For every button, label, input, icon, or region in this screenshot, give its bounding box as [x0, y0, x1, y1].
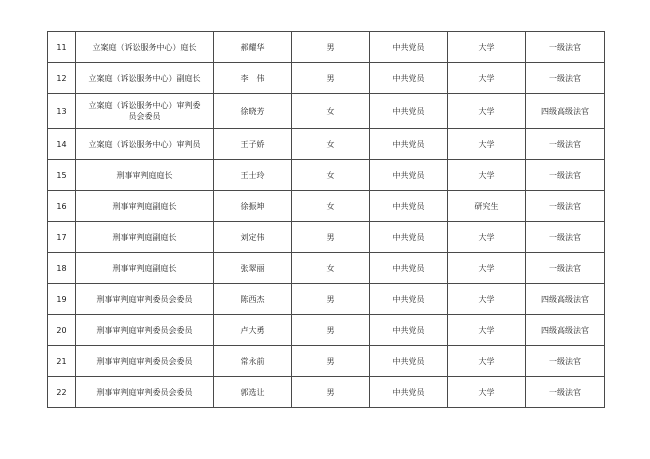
rank-cell: 一级法官: [526, 129, 605, 160]
position-cell: 刑事审判庭副庭长: [76, 191, 214, 222]
education-cell: 大学: [448, 346, 526, 377]
rank-cell: 一级法官: [526, 191, 605, 222]
personnel-table: [47, 31, 605, 408]
education-cell: 大学: [448, 284, 526, 315]
name-cell: 郭选让: [214, 377, 292, 408]
table-row: [48, 129, 605, 160]
party-cell: 中共党员: [370, 191, 448, 222]
rank-cell: 一级法官: [526, 63, 605, 94]
table-row: [48, 253, 605, 284]
position-cell: 刑事审判庭审判委员会委员: [76, 377, 214, 408]
name-cell: 卢大勇: [214, 315, 292, 346]
personnel-table-page: [47, 31, 604, 408]
gender-cell: 男: [292, 346, 370, 377]
table-row: [48, 63, 605, 94]
gender-cell: 女: [292, 253, 370, 284]
party-cell: 中共党员: [370, 253, 448, 284]
education-cell: 大学: [448, 94, 526, 129]
name-cell: 徐晓芳: [214, 94, 292, 129]
row-number-cell: 12: [48, 63, 76, 94]
education-cell: 大学: [448, 315, 526, 346]
education-cell: 大学: [448, 377, 526, 408]
position-cell: 立案庭（诉讼服务中心）副庭长: [76, 63, 214, 94]
rank-cell: 一级法官: [526, 346, 605, 377]
gender-cell: 女: [292, 191, 370, 222]
rank-cell: 四级高级法官: [526, 94, 605, 129]
table-row: [48, 284, 605, 315]
name-cell: 郝耀华: [214, 32, 292, 63]
row-number-cell: 18: [48, 253, 76, 284]
education-cell: 大学: [448, 32, 526, 63]
party-cell: 中共党员: [370, 160, 448, 191]
name-cell: 刘定伟: [214, 222, 292, 253]
party-cell: 中共党员: [370, 315, 448, 346]
rank-cell: 四级高级法官: [526, 315, 605, 346]
education-cell: 大学: [448, 63, 526, 94]
position-cell: 刑事审判庭庭长: [76, 160, 214, 191]
party-cell: 中共党员: [370, 222, 448, 253]
party-cell: 中共党员: [370, 63, 448, 94]
name-cell: 徐振坤: [214, 191, 292, 222]
row-number-cell: 22: [48, 377, 76, 408]
education-cell: 大学: [448, 129, 526, 160]
rank-cell: 一级法官: [526, 160, 605, 191]
table-row: [48, 32, 605, 63]
name-cell: 王子娇: [214, 129, 292, 160]
position-cell: 立案庭（诉讼服务中心）审判员: [76, 129, 214, 160]
row-number-cell: 19: [48, 284, 76, 315]
gender-cell: 男: [292, 222, 370, 253]
party-cell: 中共党员: [370, 346, 448, 377]
table-row: [48, 315, 605, 346]
table-row: [48, 94, 605, 129]
row-number-cell: 21: [48, 346, 76, 377]
rank-cell: 一级法官: [526, 377, 605, 408]
position-cell: 刑事审判庭审判委员会委员: [76, 315, 214, 346]
party-cell: 中共党员: [370, 94, 448, 129]
gender-cell: 女: [292, 129, 370, 160]
party-cell: 中共党员: [370, 377, 448, 408]
education-cell: 研究生: [448, 191, 526, 222]
position-cell: 刑事审判庭副庭长: [76, 222, 214, 253]
name-cell: 李 伟: [214, 63, 292, 94]
row-number-cell: 16: [48, 191, 76, 222]
table-row: [48, 160, 605, 191]
position-cell: 刑事审判庭审判委员会委员: [76, 284, 214, 315]
party-cell: 中共党员: [370, 32, 448, 63]
gender-cell: 女: [292, 94, 370, 129]
name-cell: 陈西杰: [214, 284, 292, 315]
education-cell: 大学: [448, 160, 526, 191]
position-cell: 立案庭（诉讼服务中心）庭长: [76, 32, 214, 63]
position-cell: 立案庭（诉讼服务中心）审判委员会委员: [76, 94, 214, 129]
name-cell: 常永前: [214, 346, 292, 377]
education-cell: 大学: [448, 222, 526, 253]
name-cell: 王士玲: [214, 160, 292, 191]
table-row: [48, 377, 605, 408]
name-cell: 张翠丽: [214, 253, 292, 284]
rank-cell: 一级法官: [526, 222, 605, 253]
gender-cell: 男: [292, 315, 370, 346]
gender-cell: 男: [292, 32, 370, 63]
table-row: [48, 191, 605, 222]
row-number-cell: 20: [48, 315, 76, 346]
gender-cell: 男: [292, 377, 370, 408]
gender-cell: 女: [292, 160, 370, 191]
position-cell: 刑事审判庭审判委员会委员: [76, 346, 214, 377]
row-number-cell: 11: [48, 32, 76, 63]
rank-cell: 四级高级法官: [526, 284, 605, 315]
education-cell: 大学: [448, 253, 526, 284]
position-cell: 刑事审判庭副庭长: [76, 253, 214, 284]
table-row: [48, 222, 605, 253]
party-cell: 中共党员: [370, 284, 448, 315]
table-row: [48, 346, 605, 377]
row-number-cell: 14: [48, 129, 76, 160]
row-number-cell: 15: [48, 160, 76, 191]
row-number-cell: 13: [48, 94, 76, 129]
row-number-cell: 17: [48, 222, 76, 253]
rank-cell: 一级法官: [526, 253, 605, 284]
party-cell: 中共党员: [370, 129, 448, 160]
rank-cell: 一级法官: [526, 32, 605, 63]
gender-cell: 男: [292, 284, 370, 315]
gender-cell: 男: [292, 63, 370, 94]
